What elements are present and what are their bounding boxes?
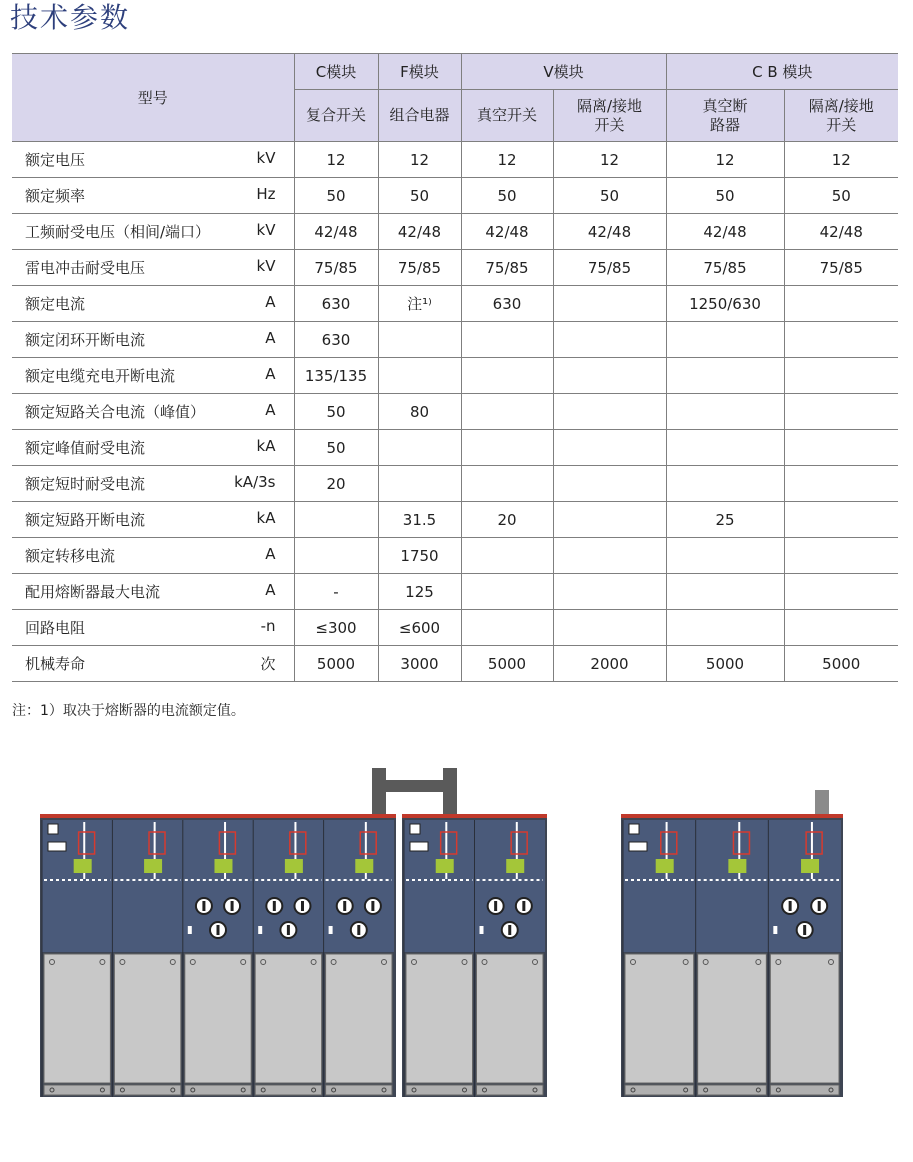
indicator-lamp-icon — [436, 859, 454, 873]
group-header-v: V模块 — [461, 54, 666, 90]
fuse-icon — [773, 926, 777, 934]
value-cell: ≤300 — [294, 610, 378, 646]
value-cell — [553, 322, 666, 358]
lower-door — [255, 954, 321, 1083]
value-cell: 3000 — [378, 646, 461, 682]
lower-door — [770, 954, 839, 1083]
red-strip — [621, 814, 843, 818]
param-name: 回路电阻 — [25, 619, 86, 637]
param-unit: 次 — [260, 655, 276, 673]
param-name: 额定电流 — [25, 295, 86, 313]
knob-handle — [803, 925, 806, 935]
param-name: 额定频率 — [25, 187, 86, 205]
value-cell — [461, 394, 553, 430]
lower-door — [114, 954, 180, 1083]
value-cell — [461, 610, 553, 646]
fuse-icon — [188, 926, 192, 934]
spec-table — [12, 53, 898, 682]
knob-handle — [202, 901, 205, 911]
nameplate-icon — [629, 842, 647, 851]
value-cell — [378, 322, 461, 358]
table-row — [12, 286, 898, 322]
param-cell — [12, 430, 294, 466]
param-name: 雷电冲击耐受电压 — [25, 259, 146, 277]
busbar-bridge — [372, 780, 457, 792]
indicator-lamp-icon — [728, 859, 746, 873]
param-cell — [12, 574, 294, 610]
warning-icon — [48, 824, 58, 834]
value-cell: 42/48 — [666, 214, 784, 250]
sub-header: 复合开关 — [294, 90, 378, 142]
value-cell: 12 — [378, 142, 461, 178]
param-unit: A — [265, 329, 276, 347]
value-cell: 125 — [378, 574, 461, 610]
value-cell: 5000 — [666, 646, 784, 682]
value-cell — [666, 358, 784, 394]
sub-header: 真空断 路器 — [666, 90, 784, 142]
switchgear-drawing — [0, 760, 913, 1162]
fuse-icon — [258, 926, 262, 934]
knob-handle — [273, 901, 276, 911]
value-cell: 42/48 — [784, 214, 898, 250]
value-cell: 50 — [553, 178, 666, 214]
value-cell: 50 — [784, 178, 898, 214]
knob-handle — [508, 925, 511, 935]
value-cell — [461, 322, 553, 358]
lower-door — [477, 954, 544, 1083]
value-cell: 75/85 — [666, 250, 784, 286]
value-cell — [784, 286, 898, 322]
table-row — [12, 178, 898, 214]
param-cell — [12, 502, 294, 538]
value-cell: 1250/630 — [666, 286, 784, 322]
param-name: 额定峰值耐受电流 — [25, 439, 146, 457]
value-cell — [784, 574, 898, 610]
value-cell: 50 — [294, 430, 378, 466]
knob-handle — [287, 925, 290, 935]
model-header: 型号 — [12, 54, 294, 142]
value-cell: ≤600 — [378, 610, 461, 646]
value-cell: 50 — [294, 178, 378, 214]
group-header-f: F模块 — [378, 54, 461, 90]
value-cell: 5000 — [784, 646, 898, 682]
value-cell: 630 — [294, 322, 378, 358]
param-cell — [12, 250, 294, 286]
value-cell: - — [294, 574, 378, 610]
value-cell: 31.5 — [378, 502, 461, 538]
param-name: 额定闭环开断电流 — [25, 331, 146, 349]
value-cell — [553, 502, 666, 538]
indicator-lamp-icon — [285, 859, 303, 873]
value-cell — [553, 574, 666, 610]
param-unit: -n — [260, 617, 276, 635]
indicator-lamp-icon — [144, 859, 162, 873]
value-cell: 5000 — [461, 646, 553, 682]
value-cell — [553, 430, 666, 466]
value-cell — [461, 538, 553, 574]
value-cell — [784, 394, 898, 430]
indicator-lamp-icon — [801, 859, 819, 873]
table-row — [12, 466, 898, 502]
value-cell: 75/85 — [553, 250, 666, 286]
fuse-icon — [480, 926, 484, 934]
value-cell — [461, 466, 553, 502]
value-cell — [294, 538, 378, 574]
value-cell — [666, 322, 784, 358]
value-cell: 1750 — [378, 538, 461, 574]
indicator-lamp-icon — [74, 859, 92, 873]
knob-handle — [789, 901, 792, 911]
value-cell — [784, 322, 898, 358]
value-cell — [461, 358, 553, 394]
param-unit: kV — [256, 149, 276, 167]
param-cell — [12, 322, 294, 358]
table-row — [12, 610, 898, 646]
knob-handle — [343, 901, 346, 911]
red-strip — [402, 814, 547, 818]
param-unit: kV — [256, 221, 276, 239]
lower-door — [326, 954, 392, 1083]
indicator-lamp-icon — [656, 859, 674, 873]
table-row — [12, 250, 898, 286]
value-cell: 630 — [461, 286, 553, 322]
value-cell — [784, 430, 898, 466]
param-name: 额定转移电流 — [25, 547, 116, 565]
value-cell: 12 — [461, 142, 553, 178]
knob-handle — [357, 925, 360, 935]
param-name: 额定短路关合电流（峰值） — [25, 403, 206, 421]
value-cell — [553, 358, 666, 394]
param-cell — [12, 358, 294, 394]
param-name: 配用熔断器最大电流 — [25, 583, 161, 601]
value-cell — [553, 538, 666, 574]
value-cell: 25 — [666, 502, 784, 538]
indicator-lamp-icon — [214, 859, 232, 873]
value-cell — [784, 610, 898, 646]
value-cell — [378, 466, 461, 502]
value-cell — [784, 502, 898, 538]
lower-door — [185, 954, 251, 1083]
param-cell — [12, 466, 294, 502]
red-strip — [40, 814, 396, 818]
group-header-c: C模块 — [294, 54, 378, 90]
table-row — [12, 574, 898, 610]
indicator-lamp-icon — [506, 859, 524, 873]
top-connector — [815, 790, 829, 816]
sub-header: 组合电器 — [378, 90, 461, 142]
value-cell — [294, 502, 378, 538]
value-cell: 42/48 — [553, 214, 666, 250]
nameplate-icon — [410, 842, 428, 851]
value-cell — [461, 430, 553, 466]
param-unit: kA/3s — [234, 473, 276, 491]
sub-header: 隔离/接地 开关 — [553, 90, 666, 142]
value-cell: 50 — [378, 178, 461, 214]
value-cell — [378, 358, 461, 394]
param-unit: A — [265, 401, 276, 419]
param-cell — [12, 142, 294, 178]
fuse-icon — [329, 926, 333, 934]
table-row — [12, 142, 898, 178]
warning-icon — [629, 824, 639, 834]
value-cell: 20 — [461, 502, 553, 538]
warning-icon — [410, 824, 420, 834]
value-cell: 75/85 — [294, 250, 378, 286]
table-row — [12, 394, 898, 430]
value-cell — [378, 430, 461, 466]
value-cell — [553, 610, 666, 646]
table-row — [12, 358, 898, 394]
knob-handle — [494, 901, 497, 911]
value-cell: 50 — [294, 394, 378, 430]
value-cell — [666, 610, 784, 646]
value-cell: 12 — [553, 142, 666, 178]
knob-handle — [301, 901, 304, 911]
value-cell — [784, 358, 898, 394]
table-row — [12, 538, 898, 574]
knob-handle — [371, 901, 374, 911]
knob-handle — [522, 901, 525, 911]
param-cell — [12, 610, 294, 646]
param-name: 额定短路开断电流 — [25, 511, 146, 529]
value-cell: 42/48 — [378, 214, 461, 250]
table-row — [12, 214, 898, 250]
value-cell: 2000 — [553, 646, 666, 682]
lower-door — [44, 954, 110, 1083]
param-cell — [12, 286, 294, 322]
value-cell — [553, 466, 666, 502]
value-cell: 42/48 — [294, 214, 378, 250]
value-cell: 12 — [784, 142, 898, 178]
page-title: 技术参数 — [10, 1, 131, 34]
param-unit: kV — [256, 257, 276, 275]
param-name: 额定电缆充电开断电流 — [25, 367, 176, 385]
lower-door — [625, 954, 694, 1083]
table-row — [12, 322, 898, 358]
value-cell: 12 — [666, 142, 784, 178]
busbar-pillar — [443, 768, 457, 818]
value-cell: 20 — [294, 466, 378, 502]
lower-door — [698, 954, 767, 1083]
value-cell: 50 — [461, 178, 553, 214]
value-cell — [553, 394, 666, 430]
param-unit: A — [265, 581, 276, 599]
param-unit: kA — [256, 509, 276, 527]
table-row — [12, 430, 898, 466]
value-cell: 5000 — [294, 646, 378, 682]
value-cell — [666, 430, 784, 466]
knob-handle — [217, 925, 220, 935]
value-cell — [666, 394, 784, 430]
value-cell: 75/85 — [784, 250, 898, 286]
value-cell — [666, 466, 784, 502]
value-cell — [784, 538, 898, 574]
value-cell: 75/85 — [378, 250, 461, 286]
param-cell — [12, 538, 294, 574]
param-unit: A — [265, 293, 276, 311]
value-cell: 75/85 — [461, 250, 553, 286]
param-cell — [12, 394, 294, 430]
value-cell: 135/135 — [294, 358, 378, 394]
param-name: 额定电压 — [25, 151, 86, 169]
group-header-cb: C B 模块 — [666, 54, 898, 90]
value-cell — [666, 538, 784, 574]
sub-header: 真空开关 — [461, 90, 553, 142]
value-cell: 630 — [294, 286, 378, 322]
table-row — [12, 502, 898, 538]
param-cell — [12, 214, 294, 250]
busbar-pillar — [372, 768, 386, 818]
sub-header: 隔离/接地 开关 — [784, 90, 898, 142]
param-name: 工频耐受电压（相间/端口） — [25, 223, 211, 241]
param-unit: Hz — [256, 185, 276, 203]
table-row — [12, 646, 898, 682]
value-cell — [461, 574, 553, 610]
param-cell — [12, 646, 294, 682]
knob-handle — [231, 901, 234, 911]
indicator-lamp-icon — [355, 859, 373, 873]
knob-handle — [818, 901, 821, 911]
param-unit: kA — [256, 437, 276, 455]
param-unit: A — [265, 545, 276, 563]
footnote: 注：1）取决于熔断器的电流额定值。 — [12, 703, 245, 719]
value-cell: 12 — [294, 142, 378, 178]
value-cell — [666, 574, 784, 610]
param-unit: A — [265, 365, 276, 383]
value-cell — [553, 286, 666, 322]
value-cell: 42/48 — [461, 214, 553, 250]
param-name: 额定短时耐受电流 — [25, 475, 146, 493]
nameplate-icon — [48, 842, 66, 851]
value-cell: 50 — [666, 178, 784, 214]
param-name: 机械寿命 — [25, 655, 86, 673]
value-cell — [784, 466, 898, 502]
value-cell: 80 — [378, 394, 461, 430]
value-cell: 注¹⁾ — [378, 286, 461, 322]
lower-door — [406, 954, 473, 1083]
param-cell — [12, 178, 294, 214]
